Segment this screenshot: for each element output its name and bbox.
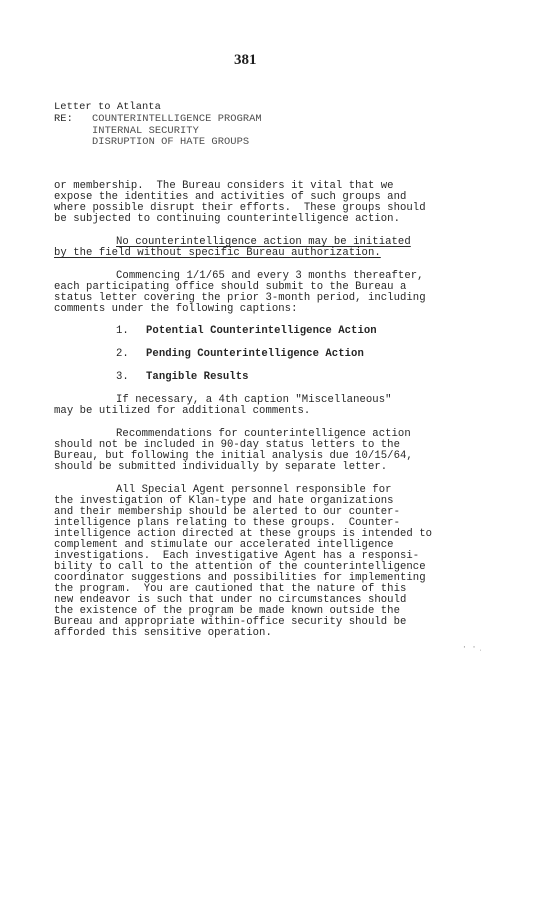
text-line: be subjected to continuing counterintelligence action. [54, 213, 400, 225]
text-line: If necessary, a 4th caption "Miscellaneous" [116, 394, 392, 406]
caption-number: 2. [116, 348, 129, 360]
text-line: comments under the following captions: [54, 303, 298, 315]
text-line: Recommendations for counterintelligence action [116, 428, 411, 440]
page-number: 381 [234, 52, 257, 68]
text-line: status letter covering the prior 3-month period, including [54, 292, 426, 304]
text-line: by the field without specific Bureau authorization. [54, 247, 381, 259]
text-line: the program. You are cautioned that the nature of this [54, 583, 407, 595]
text-line: coordinator suggestions and possibilities for implementing [54, 572, 426, 584]
caption-text: Tangible Results [146, 371, 249, 383]
re-label: RE: [54, 113, 73, 125]
scan-speck: ˙ [478, 650, 483, 659]
text-line: the existence of the program be made known outside the [54, 605, 400, 617]
subject-line: DISRUPTION OF HATE GROUPS [92, 136, 250, 148]
text-line: each participating office should submit to the Bureau a [54, 281, 407, 293]
subject-line: INTERNAL SECURITY [92, 125, 199, 137]
text-line: and their membership should be alerted to our counter- [54, 506, 400, 518]
text-line: All Special Agent personnel responsible for [116, 484, 392, 496]
caption-text: Potential Counterintelligence Action [146, 325, 377, 337]
caption-number: 1. [116, 325, 129, 337]
text-line: the investigation of Klan-type and hate organizations [54, 495, 394, 507]
text-line: bility to call to the attention of the counterintelligence [54, 561, 426, 573]
text-line: Bureau, but following the initial analysis due 10/15/64, [54, 450, 413, 462]
text-line: Commencing 1/1/65 and every 3 months thereafter, [116, 270, 424, 282]
text-line: where possible disrupt their efforts. These groups should [54, 202, 426, 214]
scan-speck: · · [462, 643, 477, 652]
text-line: afforded this sensitive operation. [54, 627, 272, 639]
subject-line: COUNTERINTELLIGENCE PROGRAM [92, 113, 262, 125]
text-line: intelligence plans relating to these groups. Counter- [54, 517, 400, 529]
text-line: No counterintelligence action may be initiated [116, 236, 411, 248]
text-line: Bureau and appropriate within-office security should be [54, 616, 407, 628]
text-line: may be utilized for additional comments. [54, 405, 311, 417]
text-line: should be submitted individually by separate letter. [54, 461, 388, 473]
caption-number: 3. [116, 371, 129, 383]
caption-text: Pending Counterintelligence Action [146, 348, 364, 360]
text-line: or membership. The Bureau considers it vital that we [54, 180, 394, 192]
text-line: complement and stimulate our accelerated intelligence [54, 539, 394, 551]
text-line: intelligence action directed at these groups is intended to [54, 528, 433, 540]
letter-addressee: Letter to Atlanta [54, 101, 161, 113]
text-line: investigations. Each investigative Agent has a responsi- [54, 550, 420, 562]
text-line: should not be included in 90-day status letters to the [54, 439, 400, 451]
text-line: expose the identities and activities of such groups and [54, 191, 407, 203]
text-line: new endeavor is such that under no circumstances should [54, 594, 407, 606]
